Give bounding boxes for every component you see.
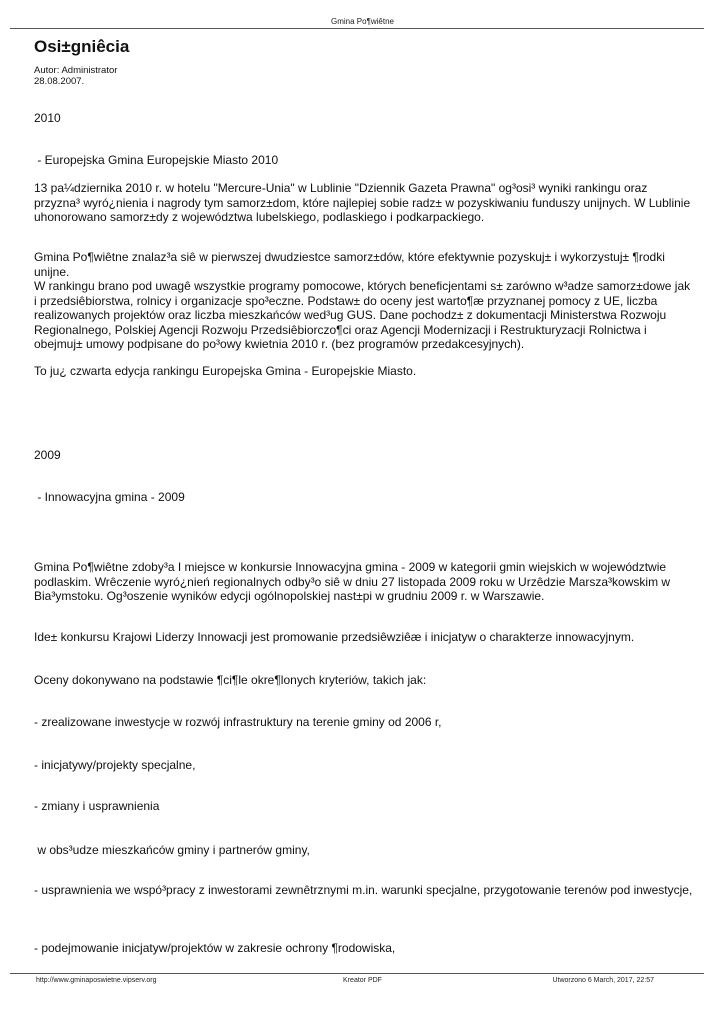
article-title: Osi±gniêcia <box>34 37 130 56</box>
criteria-item: - podejmowanie inicjatyw/projektów w zakresie ochrony ¶rodowiska, <box>34 941 396 955</box>
author-line: Autor: Administrator <box>34 65 118 76</box>
year-heading-2009: 2009 <box>34 448 61 462</box>
section-title-2010: - Europejska Gmina Europejskie Miasto 2010 <box>34 153 279 167</box>
year-heading-2010: 2010 <box>34 111 61 125</box>
article-meta <box>34 65 694 87</box>
footer-url: http://www.gminaposwietne.vipserv.org <box>36 977 157 984</box>
criteria-item: - zmiany i usprawnienia <box>34 799 160 813</box>
footer-generator: Kreator PDF <box>343 977 382 984</box>
footer-divider <box>10 973 704 974</box>
page-header-title: Gmina Po¶wiêtne <box>331 17 394 26</box>
footer-created: Utworzono 6 March, 2017, 22:57 <box>552 977 654 984</box>
paragraph-fourth-edition: To ju¿ czwarta edycja rankingu Europejska Gmina - Europejskie Miasto. <box>34 364 417 378</box>
criteria-item: - usprawnienia we wspó³pracy z inwestorami zewnêtrznymi m.in. warunki specjalne, przygotowanie terenów pod inwestycje, <box>34 883 693 897</box>
paragraph-eu-funds: Gmina Po¶wiêtne znalaz³a siê w pierwszej dwudziestce samorz±dów, które efektywnie pozyskuj± i wykorzystuj± ¶rodki unijne. W rankingu brano pod uwagê wszystkie programy pomocowe, których beneficjentami s± zarówno w³adze samorz±dowe jak i przedsiêbiorstwa, rolnicy i organizacje spo³eczne. Podstaw± do oceny jest warto¶æ przyznanej pomocy z UE, liczba realizowanych projektów oraz liczba mieszkańców wed³ug GUS. Dane pochodz± z dokumentacji Ministerstwa Rozwoju Regionalnego, Polskiej Agencji Rozwoju Przedsiêbiorczo¶ci oraz Agencji Modernizacji i Restrukturyzacji Rolnictwa i obejmuj± umowy podpisane do po³owy kwietnia 2010 r. (bez programów przedakcesyjnych). <box>34 250 691 351</box>
publish-date: 28.08.2007. <box>34 76 85 87</box>
paragraph-ranking-2010: 13 pa¼dziernika 2010 r. w hotelu "Mercure-Unia" w Lublinie "Dziennik Gazeta Prawna" og³osi³ wyniki rankingu oraz przyzna³ wyró¿nienia i nagrody tym samorz±dom, które najlepiej sobie radz± w pozyskiwaniu funduszy unijnych. W Lublinie uhonorowano samorz±dy z województwa lubelskiego, podlaskiego i podkarpackiego. <box>34 181 691 224</box>
article-header <box>34 36 694 87</box>
header-divider <box>10 28 704 29</box>
section-title-2009: - Innowacyjna gmina - 2009 <box>34 490 185 504</box>
paragraph-criteria-intro: Oceny dokonywano na podstawie ¶ci¶le okre¶lonych kryteriów, takich jak: <box>34 673 427 687</box>
criteria-item: - inicjatywy/projekty specjalne, <box>34 758 196 772</box>
paragraph-contest-idea: Ide± konkursu Krajowi Liderzy Innowacji jest promowanie przedsiêwziêæ i inicjatyw o charakterze innowacyjnym. <box>34 630 635 644</box>
criteria-item: - zrealizowane inwestycje w rozwój infrastruktury na terenie gminy od 2006 r, <box>34 715 442 729</box>
criteria-item: w obs³udze mieszkańców gminy i partnerów gminy, <box>34 843 310 857</box>
paragraph-innovative-gmina: Gmina Po¶wiêtne zdoby³a I miejsce w konkursie Innowacyjna gmina - 2009 w kategorii gmin wiejskich w województwie podlaskim. Wrêczenie wyró¿nień regionalnych odby³o siê w dniu 27 listopada 2009 roku w Urzêdzie Marsza³kowskim w Bia³ymstoku. Og³oszenie wyników edycji ogólnopolskiej nast±pi w grudniu 2009 r. w Warszawie. <box>34 560 671 603</box>
